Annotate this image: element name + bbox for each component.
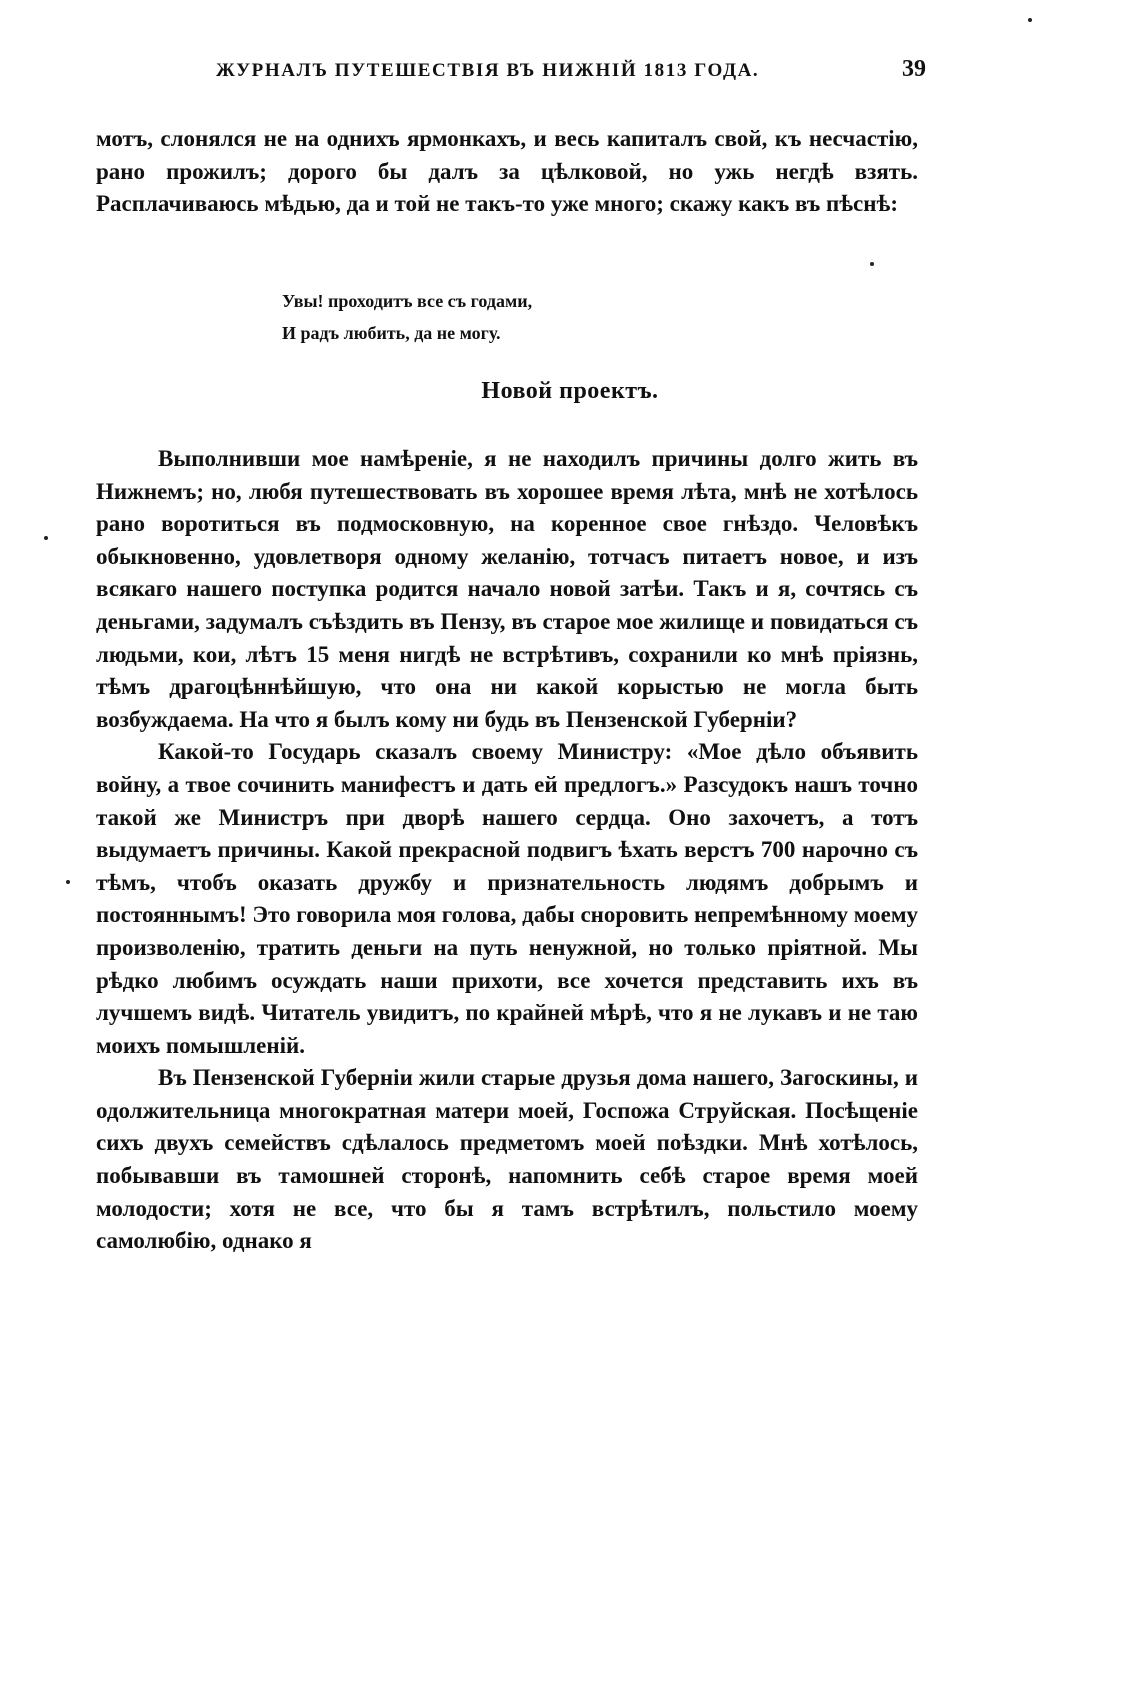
print-speck (44, 536, 48, 540)
paragraph: Какой-то Государь сказалъ своему Министру: «Мое дѣло объявить войну, а твое сочинить манифестъ и дать ей предлогъ.» Разсудокъ нашъ точно такой же Министръ при дворѣ нашего сердца. Оно захочетъ, а тотъ выдумаетъ причины. Какой прекрасной подвигъ ѣхать верстъ 700 нарочно съ тѣмъ, чтобъ оказать дружбу и признательность людямъ добрымъ и постояннымъ! Это говорила моя голова, дабы сноровить непремѣнному моему произволенію, тратить деньги на путь ненужной, но только пріятной. Мы рѣдко любимъ осуждать наши прихоти, все хочется представить ихъ въ лучшемъ видѣ. Читатель увидитъ, по крайней мѣрѣ, что я не лукавъ и не таю моихъ помышленій. (96, 739, 918, 1058)
page-header (96, 58, 926, 88)
paragraph: Въ Пензенской Губерніи жили старые друзья дома нашего, Загоскины, и одолжительница многократная матери моей, Госпожа Струйская. Посѣщеніе сихъ двухъ семействъ сдѣлалось предметомъ моей поѣздки. Мнѣ хотѣлось, побывавши въ тамошней сторонѣ, напомнить себѣ старое время моей молодости; хотя не все, что бы я тамъ встрѣтилъ, польстило моему самолюбію, однако я (96, 1065, 918, 1254)
verse-line: И радъ любить, да не могу. (282, 323, 501, 343)
paragraph: Выполнивши мое намѣреніе, я не находилъ причины долго жить въ Нижнемъ; но, любя путешествовать въ хорошее время лѣта, мнѣ не хотѣлось рано воротиться въ подмосковную, на коренное свое гнѣздо. Человѣкъ обыкновенно, удовлетворя одному желанію, тотчасъ питаетъ новое, и изъ всякаго нашего поступка родится начало новой затѣи. Такъ и я, сочтясь съ деньгами, задумалъ съѣздить въ Пензу, въ старое мое жилище и повидаться съ людьми, кои, лѣтъ 15 меня нигдѣ не встрѣтивъ, сохранили ко мнѣ пріязнь, тѣмъ драгоцѣннѣйшую, что она ни какой корыстью не могла быть возбуждаема. На что я былъ кому ни будь въ Пензенской Губерніи? (96, 446, 918, 732)
paragraph: мотъ, слонялся не на однихъ ярмонкахъ, и весь капиталъ свой, къ несчастію, рано прожилъ; дорого бы далъ за цѣлковой, но ужь негдѣ взять. Расплачиваюсь мѣдью, да и той не такъ-то уже много; скажу какъ въ пѣснѣ: (96, 126, 918, 217)
page-number: 39 (902, 56, 926, 82)
print-speck (1028, 18, 1032, 22)
print-speck (870, 262, 874, 266)
print-speck (66, 880, 70, 884)
continued-paragraph (96, 123, 918, 221)
verse-quote (282, 285, 532, 349)
verse-line: Увы! проходитъ все съ годами, (282, 291, 533, 311)
section-heading: Новой проектъ. (481, 378, 659, 404)
section-body (96, 443, 918, 1258)
running-title: ЖУРНАЛЪ ПУТЕШЕСТВІЯ ВЪ НИЖНІЙ 1813 ГОДА. (216, 60, 760, 81)
